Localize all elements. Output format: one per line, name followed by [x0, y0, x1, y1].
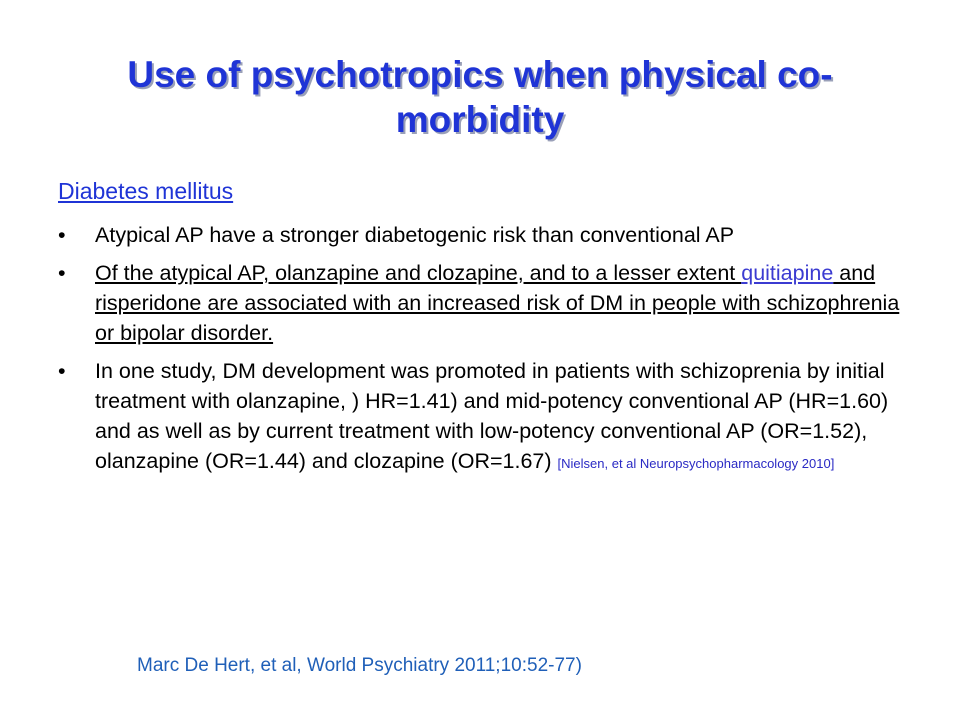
bullet-2-text-start: Of the atypical AP, olanzapine and clozapine, and to a lesser extent — [95, 261, 742, 285]
slide-title — [40, 52, 920, 142]
bullet-item-1 — [58, 220, 908, 250]
reference-citation: Marc De Hert, et al, World Psychiatry 2011;10:52-77) — [137, 655, 582, 676]
bullet-item-2 — [58, 258, 908, 348]
slide-title-line-1: Use of psychotropics when physical co- — [127, 54, 833, 95]
bullet-item-3 — [58, 356, 908, 479]
bullet-dot: • — [58, 359, 66, 383]
bullet-dot: • — [58, 223, 66, 247]
quitiapine-link[interactable]: quitiapine — [741, 261, 834, 285]
citation-nielsen: [Nielsen, et al Neuropsychopharmacology 2010] — [557, 456, 835, 471]
section-heading-diabetes[interactable]: Diabetes mellitus — [58, 178, 234, 204]
slide-title-line-2: morbidity — [395, 99, 565, 140]
bullet-list — [58, 220, 908, 487]
bullet-1-text: Atypical AP have a stronger diabetogenic risk than conventional AP — [95, 223, 735, 247]
bullet-dot: • — [58, 261, 66, 285]
bullet-2-text-end: and risperidone are associated with an increased risk of DM in people with schizophrenia or bipolar disorder. — [95, 261, 900, 345]
bullet-3-text: In one study, DM development was promoted in patients with schizoprenia by initial treatment with olanzapine, ) HR=1.41) and mid-potency conventional AP (HR=1.60) and as well as by current treatment with low-potency conventional AP (OR=1.52), olanzapine (OR=1.44) and clozapine (OR=1.67) — [95, 359, 889, 473]
